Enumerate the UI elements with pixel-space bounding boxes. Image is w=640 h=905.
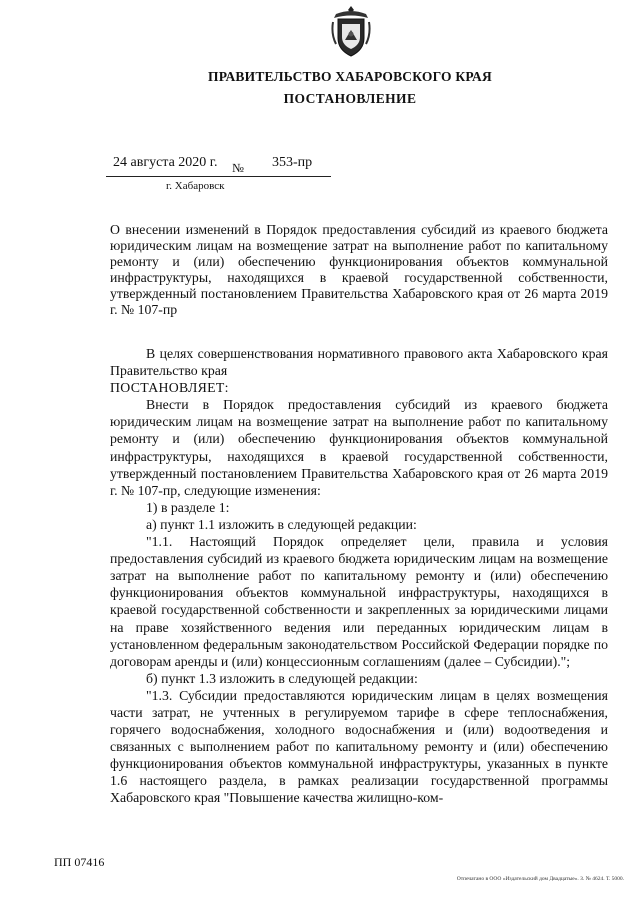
paragraph: Внести в Порядок предоставления субсидий из краевого бюджета юридическим лицам на возмещение затрат на выполнение работ по капитальному ремонту и (или) обеспечению функционирования объектов коммунальной инфраструктуры, находящихся в краевой государственной собственности, утвержденный постановлением Правительства Хабаровского края от 26 марта 2019 г. № 107-пр, следующие изменения:: [110, 397, 608, 498]
paragraph: "1.3. Субсидии предоставляются юридическим лицам в целях возмещения части затрат, не учтенных в регулируемом тарифе в сфере теплоснабжения, горячего водоснабжения, холодного водоснабжения и (или) водоотведения и связанных с выполнением работ по капитальному ремонту и (или) обеспечению функционирования объектов коммунальной инфраструктуры, указанных в пункте 1.6 настоящего раздела, в рамках реализации государственной программы Хабаровского края "Повышение качества жилищно-ком-: [110, 687, 608, 806]
document-title: О внесении изменений в Порядок предоставления субсидий из краевого бюджета юридическим лицам на возмещение затрат на выполнение работ по капитальному ремонту и (или) обеспечению функционирования объектов коммунальной инфраструктуры, находящихся в краевой государственной собственности, утвержденный постановлением Правительства Хабаровского края от 26 марта 2019 г. № 107-пр: [110, 222, 608, 317]
paragraph: "1.1. Настоящий Порядок определяет цели, правила и условия предоставления субсидий из краевого бюджета юридическим лицам на возмещение затрат на выполнение работ по капитальному ремонту и (или) обеспечению функционирования объектов коммунальной инфраструктуры, находящихся в краевой государственной собственности и закрепленных за юридическими лицами на праве хозяйственного ведения или переданных юридическим лицам в установленном федеральным законодательством Российской Федерации порядке по договорам аренды и (или) концессионным соглашениям (далее – Субсидии).";: [110, 534, 608, 669]
preamble: В целях совершенствования нормативного правового акта Хабаровского края Правительство края: [110, 346, 608, 379]
government-name: ПРАВИТЕЛЬСТВО ХАБАРОВСКОГО КРАЯ: [208, 69, 492, 84]
paragraph: а) пункт 1.1 изложить в следующей редакции:: [146, 516, 417, 532]
number-sign: №: [232, 161, 244, 175]
paragraph: 1) в разделе 1:: [146, 499, 230, 515]
coat-of-arms-emblem: [330, 4, 372, 60]
date-number-underline: [106, 176, 331, 177]
document-date: 24 августа 2020 г.: [113, 155, 218, 170]
document-body: [110, 345, 608, 807]
print-imprint: Отпечатано в ООО «Издательский дом Двадцатые». З. № 4624. Т. 5000.: [456, 876, 624, 882]
paragraph: б) пункт 1.3 изложить в следующей редакции:: [146, 670, 418, 686]
document-type: ПОСТАНОВЛЕНИЕ: [283, 91, 417, 106]
decree-word: ПОСТАНОВЛЯЕТ:: [110, 380, 229, 396]
document-number: 353-пр: [272, 155, 313, 170]
document-city: г. Хабаровск: [166, 180, 225, 192]
footer-code: ПП 07416: [54, 855, 105, 869]
